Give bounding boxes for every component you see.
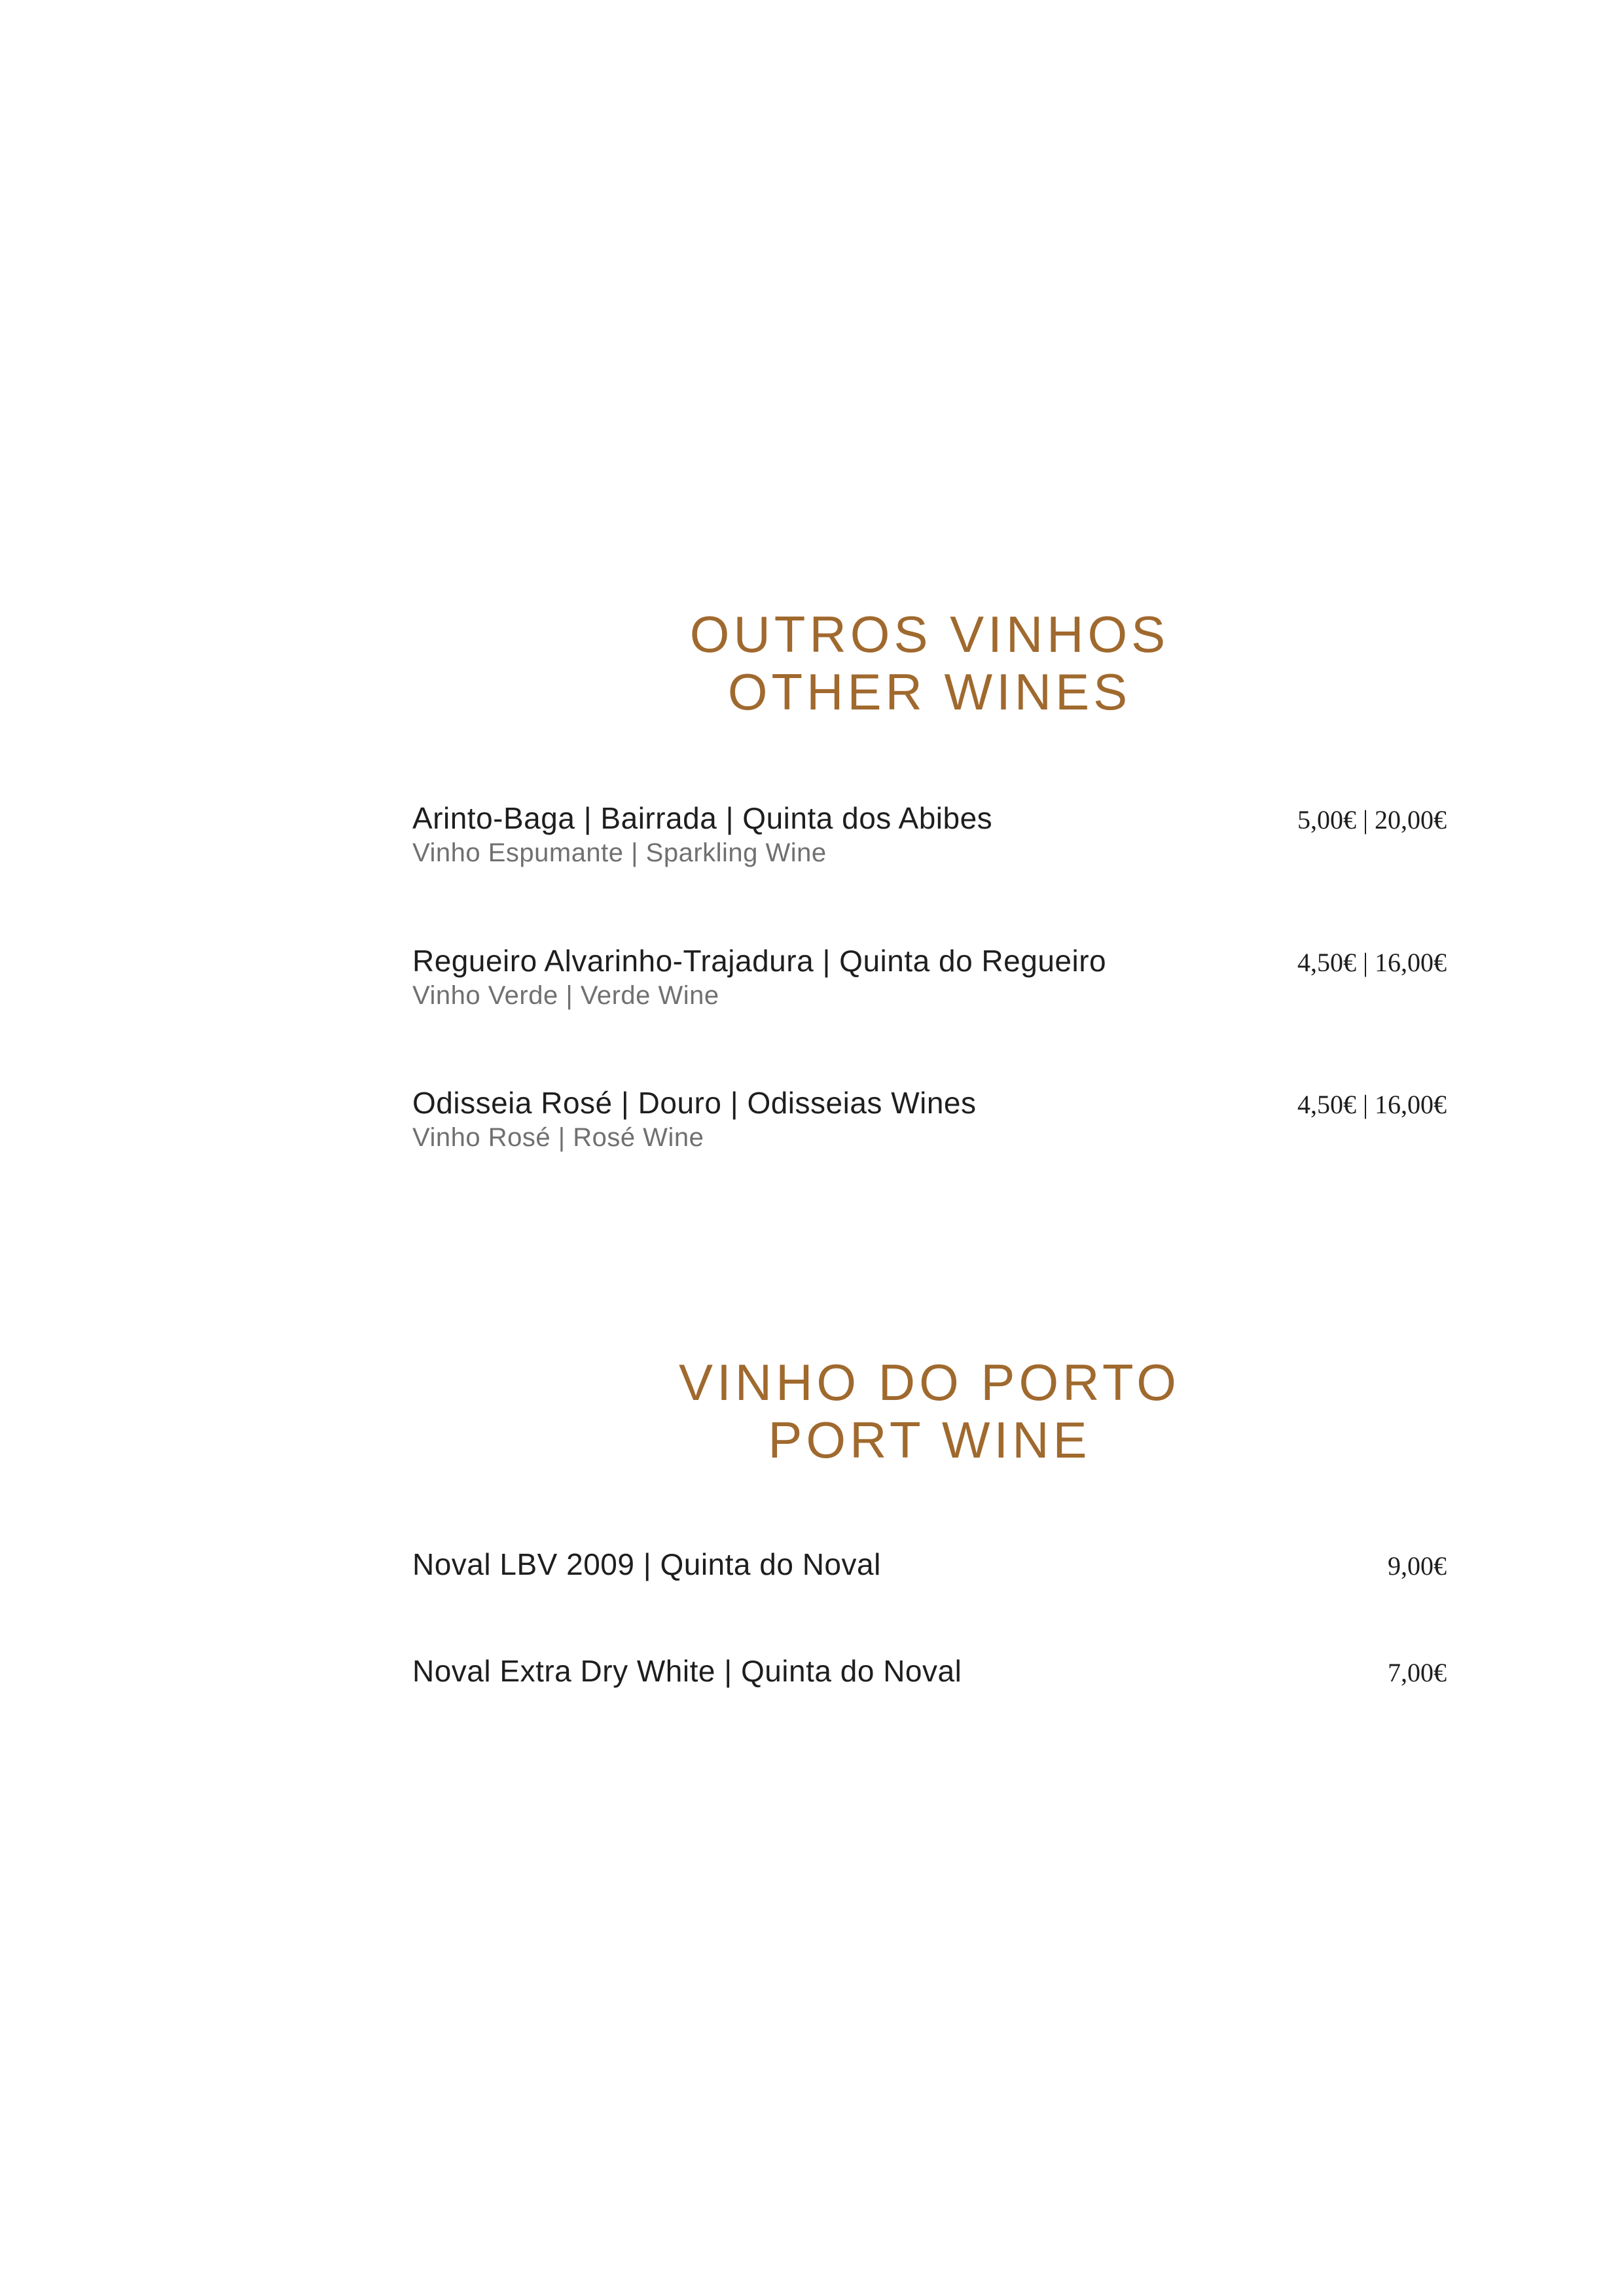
wine-type: Vinho Espumante | Sparkling Wine: [412, 838, 827, 867]
wine-price: 4,50€ | 16,00€: [1297, 1090, 1447, 1119]
wine-name: Noval Extra Dry White | Quinta do Noval: [412, 1654, 962, 1688]
wine-item: [412, 1546, 1447, 1583]
section-title-other-wines: [412, 605, 1447, 721]
wine-type: Vinho Verde | Verde Wine: [412, 981, 719, 1010]
wine-item: [412, 800, 1447, 869]
wine-name: Odisseia Rosé | Douro | Odisseias Wines: [412, 1086, 977, 1120]
wine-item: [412, 1653, 1447, 1689]
wine-type: Vinho Rosé | Rosé Wine: [412, 1123, 704, 1152]
wine-name: Regueiro Alvarinho-Trajadura | Quinta do Regueiro: [412, 944, 1107, 978]
section-title-en: OTHER WINES: [727, 663, 1132, 721]
section-title-pt: VINHO DO PORTO: [679, 1354, 1180, 1411]
wine-price: 9,00€: [1388, 1551, 1447, 1581]
section-title-en: PORT WINE: [768, 1411, 1091, 1469]
wine-name: Noval LBV 2009 | Quinta do Noval: [412, 1547, 881, 1581]
wine-item: [412, 942, 1447, 1012]
wine-item: [412, 1085, 1447, 1154]
wine-price: 4,50€ | 16,00€: [1297, 948, 1447, 977]
section-title-pt: OUTROS VINHOS: [689, 605, 1170, 663]
wine-name: Arinto-Baga | Bairrada | Quinta dos Abibes: [412, 801, 993, 835]
wine-price: 7,00€: [1388, 1658, 1447, 1687]
section-title-port-wine: [412, 1354, 1447, 1469]
wine-price: 5,00€ | 20,00€: [1297, 805, 1447, 834]
